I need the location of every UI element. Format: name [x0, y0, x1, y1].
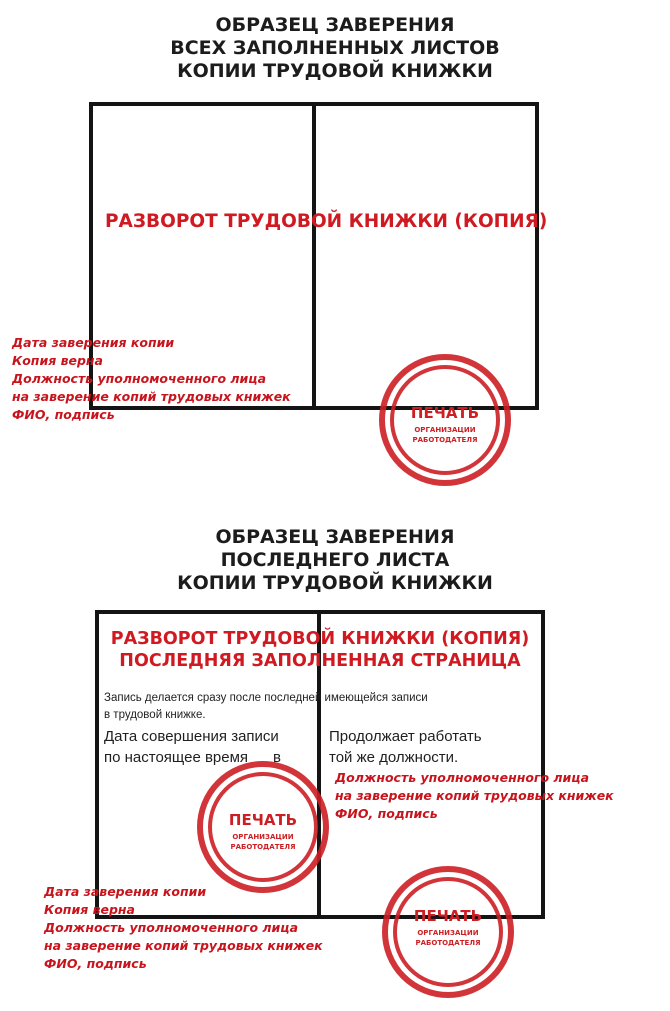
section2-title	[0, 526, 670, 595]
section2-title-line: ПОСЛЕДНЕГО ЛИСТА	[220, 549, 450, 571]
section1-spread-label: РАЗВОРОТ ТРУДОВОЙ КНИЖКИ (КОПИЯ)	[105, 211, 548, 232]
certification-line: Копия верна	[12, 353, 103, 368]
stamp-sub-text: РАБОТОДАТЕЛЯ	[415, 939, 481, 947]
stamp-sub-text: ОРГАНИЗАЦИИ	[417, 929, 479, 937]
entry-left-text: Дата совершения записи по настоящее время в	[104, 728, 282, 766]
stamp-main-text: ПЕЧАТЬ	[228, 811, 298, 829]
spread-label-line: РАЗВОРОТ ТРУДОВОЙ КНИЖКИ (КОПИЯ)	[110, 629, 530, 649]
certification-line: на заверение копий трудовых книжек	[335, 788, 614, 803]
section1-title-line: ОБРАЗЕЦ ЗАВЕРЕНИЯ	[215, 14, 455, 36]
stamp-sub-text: ОРГАНИЗАЦИИ	[232, 833, 294, 841]
stamp-sub-text: РАБОТОДАТЕЛЯ	[230, 843, 296, 851]
section2-title-line: ОБРАЗЕЦ ЗАВЕРЕНИЯ	[215, 526, 455, 548]
section2-certification-note	[44, 883, 323, 973]
certification-line: на заверение копий трудовых книжек	[44, 938, 323, 953]
entry-right-text: Продолжает работать той же должности.	[329, 728, 482, 766]
section2-spread-label	[95, 628, 545, 672]
spread-label-line: ПОСЛЕДНЯЯ ЗАПОЛНЕННАЯ СТРАНИЦА	[119, 651, 521, 671]
certification-line: на заверение копий трудовых книжек	[12, 389, 291, 404]
section1-certification-note	[12, 334, 291, 424]
section2-inner-certification-note	[335, 769, 614, 823]
certification-line: Дата заверения копии	[44, 884, 207, 899]
section1-organization-stamp	[377, 352, 513, 488]
section1-title	[0, 14, 670, 83]
stamp-sub-text: ОРГАНИЗАЦИИ	[414, 426, 476, 434]
section1-title-line: ВСЕХ ЗАПОЛНЕННЫХ ЛИСТОВ	[170, 37, 500, 59]
section2-inner-organization-stamp	[195, 759, 331, 895]
certification-line: Должность уполномоченного лица	[335, 770, 590, 785]
certification-line: Дата заверения копии	[12, 335, 175, 350]
section1-spread-fold	[312, 102, 316, 410]
certification-line: Должность уполномоченного лица	[12, 371, 267, 386]
entry-instruction-text: Запись делается сразу после последней имеющейся записи в трудовой книжке.	[104, 692, 428, 721]
stamp-main-text: ПЕЧАТЬ	[410, 404, 480, 422]
stamp-sub-text: РАБОТОДАТЕЛЯ	[412, 436, 478, 444]
section1-title-line: КОПИИ ТРУДОВОЙ КНИЖКИ	[177, 60, 493, 82]
certification-line: ФИО, подпись	[12, 407, 115, 422]
section2-title-line: КОПИИ ТРУДОВОЙ КНИЖКИ	[177, 572, 493, 594]
section2-organization-stamp	[380, 864, 516, 1000]
certification-line: ФИО, подпись	[44, 956, 147, 971]
certification-line: Должность уполномоченного лица	[44, 920, 299, 935]
certification-line: Копия верна	[44, 902, 135, 917]
certification-line: ФИО, подпись	[335, 806, 438, 821]
stamp-main-text: ПЕЧАТЬ	[413, 907, 483, 925]
